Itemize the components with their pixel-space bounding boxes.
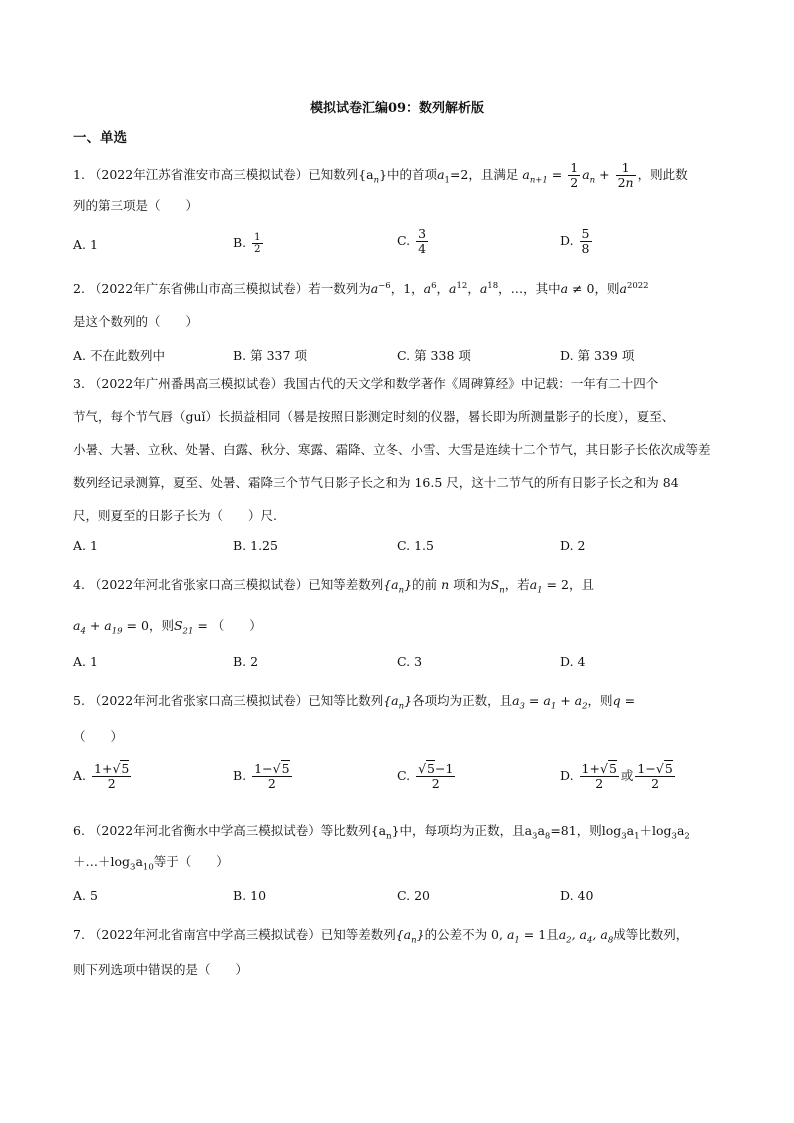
question-5-line-2: （ ） (73, 729, 124, 744)
question-1-option-a: A. 1 (73, 237, 98, 252)
question-6-option-a: A. 5 (73, 888, 98, 903)
question-4-option-b: B. 2 (233, 654, 259, 669)
section-heading: 一、单选 (73, 130, 127, 146)
question-7-line-1: 7. （2022年河北省南宫中学高三模拟试卷）已知等差数列$\{a_n\}$的公差不为 0, $a_1 = 1$且$a_2$, $a_4$, $a_8$成等比数列， (73, 927, 689, 946)
question-2-line-2: 是这个数列的（ ） (73, 314, 199, 329)
question-1-option-c: C. $\frac{3}{4}$ (397, 226, 427, 256)
question-3-line-3: 小暑、大暑、立秋、处暑、白露、秋分、寒露、霜降、立冬、小雪、大雪是连续十二个节气，其日影子长依次成等差 (73, 442, 711, 457)
question-5-option-a: A. $\frac{1+√5}{2}$ (73, 761, 130, 791)
question-2-line-1: 2. （2022年广东省佛山市高三模拟试卷）若一数列为$a^{-6}$，1，$a^6$，$a^{12}$，$a^{18}$，…，其中a ≠ 0，则$a^{2022}$ (73, 281, 649, 297)
question-3-option-a: A. 1 (73, 538, 98, 553)
question-6-option-d: D. 40 (560, 888, 594, 903)
recurrence-formula: $a_{n+1}$ = $\frac{1}{2}$ $a_n$ + $\frac{1}{2n}$ (522, 160, 634, 190)
question-3-option-c: C. 1.5 (397, 538, 434, 553)
question-6-option-c: C. 20 (397, 888, 430, 903)
question-4-option-d: D. 4 (560, 654, 586, 669)
question-5-line-1: 5. （2022年河北省张家口高三模拟试卷）已知等比数列$\{a_n\}$各项均为正数，且$a_3 = a_1 + a_2$，则q = (73, 693, 636, 712)
question-2-option-c: C. 第 338 项 (397, 348, 471, 363)
question-4-option-a: A. 1 (73, 654, 98, 669)
question-2-option-a: A. 不在此数列中 (73, 348, 165, 363)
question-6-line-2: $+\dots+\log_3a_{10}$等于（ ） (73, 854, 229, 873)
question-3-option-d: D. 2 (560, 538, 586, 553)
question-7-line-2: 则下列选项中错误的是（ ） (73, 962, 249, 977)
question-3-line-5: 尺，则夏至的日影子长为（ ）尺. (73, 508, 277, 523)
question-1-line-1: 1. （2022年江苏省淮安市高三模拟试卷）已知数列$\{a_n\}$中的首项$a_1=2$，且满足 $a_{n+1}$ = $\frac{1}{2}$ $a_n$ + $\frac{1}{2n}$ ，则此数 (73, 160, 688, 190)
page-title: 模拟试卷汇编09：数列解析版 (309, 101, 485, 116)
question-5-option-b: B. $\frac{1-√5}{2}$ (233, 761, 290, 791)
question-6-option-b: B. 10 (233, 888, 267, 903)
question-5-option-c: C. $\frac{√5-1}{2}$ (397, 761, 454, 791)
question-5-option-d: D. $\frac{1+√5}{2}$ 或 $\frac{1-√5}{2}$ (560, 761, 673, 791)
question-4-line-1: 4. （2022年河北省张家口高三模拟试卷）已知等差数列$\{a_n\}$的前 n 项和为$S_n$，若$a_1 = 2$，且 (73, 577, 594, 596)
question-2-option-d: D. 第 339 项 (560, 348, 635, 363)
question-3-line-2: 节气，每个节气唇（guǐ）长损益相同（晷是按照日影测定时刻的仪器，晷长即为所测量影子的长度），夏至、 (73, 409, 675, 424)
question-4-line-2: $a_4 + a_{19} = 0$，则$S_{21}$ = （ ） (73, 618, 262, 637)
question-1-line-2: 列的第三项是（ ） (73, 198, 199, 213)
question-1-option-d: D. $\frac{5}{8}$ (560, 226, 590, 256)
question-3-line-1: 3. （2022年广州番禺高三模拟试卷）我国古代的天文学和数学著作《周碑算经》中记载：一年有二十四个 (73, 376, 659, 391)
question-1-option-b: B. $\frac{1}{2}$ (233, 232, 261, 255)
question-4-option-c: C. 3 (397, 654, 423, 669)
question-3-option-b: B. 1.25 (233, 538, 278, 553)
question-2-option-b: B. 第 337 项 (233, 348, 307, 363)
question-6-line-1: 6. （2022年河北省衡水中学高三模拟试卷）等比数列$\{a_n\}$中，每项均为正数，且$a_3a_8=81$，则$\log_3a_1+\log_3a_2$ (73, 823, 690, 842)
question-3-line-4: 数列经记录测算，夏至、处暑、霜降三个节气日影子长之和为 16.5 尺，这十二节气的所有日影子长之和为 84 (73, 475, 679, 490)
